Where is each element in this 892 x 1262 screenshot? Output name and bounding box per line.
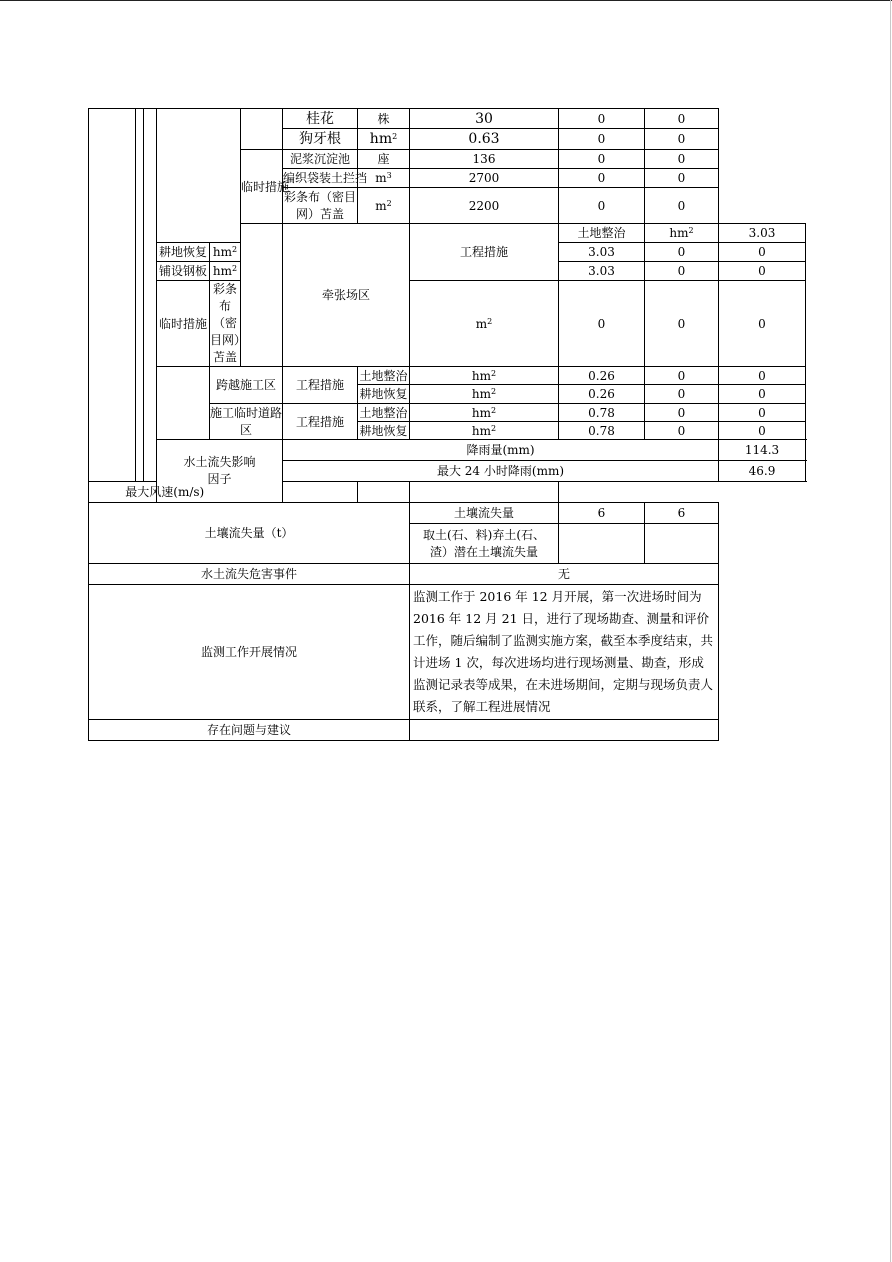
quantity-cell: 30 [410,109,559,129]
quantity-cell: 0.78 [559,422,645,440]
value-cell: 0 [719,367,806,385]
potential-soil-loss-label: 取土(石、料)弃土(石、渣）潜在土壤流失量 [410,524,559,564]
monitoring-label: 监测工作开展情况 [89,585,410,720]
quantity-cell: 0.26 [559,385,645,404]
area-blank-cell [241,224,283,367]
section-blank-cell [144,109,157,482]
value-cell: 0 [719,404,806,422]
quantity-cell: 0.63 [410,129,559,150]
table-row [89,281,806,367]
unit-cell: $m^2$ [358,188,410,224]
quantity-cell: 3.03 [559,262,645,281]
area-label: 跨越施工区 [210,367,283,404]
value-cell: 0 [559,129,645,150]
hazard-label: 水土流失危害事件 [89,564,410,585]
value-cell: 0 [645,385,719,404]
unit-cell: 株 [358,109,410,129]
soil-loss-amount-value: 6 [559,503,645,524]
value-cell: 0 [645,367,719,385]
value-cell: 0 [559,169,645,188]
soil-loss-amount-label: 土壤流失量 [410,503,559,524]
table-row [89,482,806,503]
page-right-edge [890,0,891,1262]
measure-type-label: 临时措施 [241,150,283,224]
measure-name: 彩条布（密目网）苫盖 [210,281,241,367]
measure-name: 编织袋装土拦挡 [283,169,358,188]
soil-loss-amount-value: 6 [645,503,719,524]
section-blank-cell [89,109,136,482]
unit-cell: $hm^2$ [645,224,719,243]
table-row [89,503,806,524]
measure-name: 彩条布（密目网）苫盖 [283,188,358,224]
value-cell: 0 [645,129,719,150]
potential-soil-loss-value [645,524,719,564]
measure-name: 桂花 [283,109,358,129]
unit-cell: $hm^2$ [210,262,241,281]
value-cell: 0 [645,150,719,169]
quantity-cell: 3.03 [559,243,645,262]
unit-cell: $hm^2$ [410,385,559,404]
max-24h-rainfall-label: 最大 24 小时降雨(mm) [283,461,719,482]
factor-label: 水土流失影响因子 [157,440,283,503]
rainfall-value: 114.3 [719,440,806,461]
measure-type-label: 工程措施 [283,367,358,404]
area-blank-cell [157,109,241,243]
value-cell: 0 [719,422,806,440]
table-row [89,585,806,720]
value-cell: 0 [645,188,719,224]
measure-type-blank-cell [241,109,283,150]
table-row [89,720,806,741]
max-wind-speed-label: 最大风速(m/s) [89,482,241,503]
measure-name: 土地整治 [359,405,408,420]
table-row [89,367,806,385]
blank-cell [358,482,410,503]
value-cell: 0 [719,243,806,262]
table-row [89,564,806,585]
value-cell: 0 [559,109,645,129]
value-cell: 0 [719,385,806,404]
value-cell: 0 [645,422,719,440]
measure-name: 耕地恢复 [157,243,210,262]
issues-label: 存在问题与建议 [89,720,410,741]
area-blank-cell [157,367,210,440]
value-cell: 0 [719,281,806,367]
unit-cell: $hm^2$ [210,243,241,262]
quantity-cell: 2700 [410,169,559,188]
monitoring-text: 监测工作于 2016 年 12 月开展，第一次进场时间为 2016 年 12 月 21 日，进行了现场勘查、测量和评价工作，随后编制了监测实施方案，截至本季度结束，共计进场 1 次，每次进场均进行现场测量、勘查，形成监测记录表等成果，在未进场期间，定期与现场负责人联系，了解工程进展情况 [410,585,719,720]
quantity-cell: 2200 [410,188,559,224]
quantity-cell: 0.78 [559,404,645,422]
value-cell: 0 [645,262,719,281]
quantity-cell: 0.26 [559,367,645,385]
measure-name: 铺设钢板 [157,262,210,281]
blank-cell [410,482,559,503]
monitoring-report-table [88,108,806,741]
area-label: 施工临时道路区 [210,404,283,440]
value-cell: 0 [645,169,719,188]
rainfall-label: 降雨量(mm) [283,440,719,461]
measure-name: 土地整治 [559,224,645,243]
value-cell: 0 [645,243,719,262]
measure-type-label: 工程措施 [283,404,358,440]
hazard-value: 无 [410,564,719,585]
value-cell: 0 [719,262,806,281]
measure-type-label: 工程措施 [410,224,559,281]
measure-name: 耕地恢复 [359,423,408,438]
measure-name: 土地整治 [359,368,408,383]
page-top-rule [0,0,892,1]
issues-value [410,720,719,741]
quantity-cell: 0 [559,281,645,367]
measure-name: 狗牙根 [283,129,358,150]
unit-cell: $m^3$ [358,169,410,188]
soil-loss-label: 土壤流失量（t） [89,503,410,564]
measure-type-label: 临时措施 [157,281,210,367]
quantity-cell: 136 [410,150,559,169]
max-24h-rainfall-value: 46.9 [719,461,806,482]
value-cell: 0 [645,404,719,422]
max-wind-speed-value [283,482,358,503]
unit-cell: $hm^2$ [358,129,410,150]
value-cell: 0 [559,150,645,169]
unit-cell: $m^2$ [410,281,559,367]
section-blank-cell [136,109,144,482]
measure-name: 耕地恢复 [358,385,410,404]
potential-soil-loss-value [559,524,645,564]
unit-cell: $hm^2$ [410,367,559,385]
value-cell: 0 [645,109,719,129]
value-cell: 0 [645,281,719,367]
table-row [89,440,806,461]
unit-cell: $hm^2$ [410,404,559,422]
unit-cell: 座 [358,150,410,169]
measure-name: 泥浆沉淀池 [283,150,358,169]
unit-cell: $hm^2$ [410,422,559,440]
value-cell: 0 [559,188,645,224]
area-label: 牵张场区 [283,224,410,367]
quantity-cell: 3.03 [719,224,806,243]
table-row [89,109,806,129]
